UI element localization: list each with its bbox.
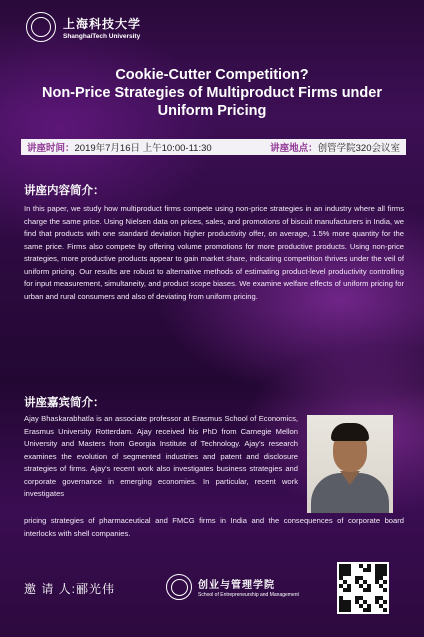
university-name-en: ShanghaiTech University [63,32,141,40]
speaker-bio-part2: pricing strategies of pharmaceutical and FMCG firms in India and the consequences of corporate board interlocks with shell companies. [24,516,404,538]
university-logo [26,12,141,42]
info-bar [21,139,406,155]
place-label: 讲座地点： [270,143,318,154]
school-name-en: School of Entrepreneurship and Management [198,592,299,598]
school-logo [166,574,299,600]
time-label: 讲座时间： [27,143,75,154]
school-seal-icon [166,574,192,600]
speaker-bio-part1: Ajay Bhaskarabhatla is an associate professor at Erasmus School of Economics, Erasmus University Rotterdam. Ajay received his PhD from Carnegie Mellon University and Masters from Georgia Institute of Technology. Ajay's research examines the evolution of segmented industries and patent and disclosure strategies of firms. Ajay's recent work also investigates business strategies and corporate governance in emerging economies. In particular, recent work investigates [24,414,298,498]
talk-title-line3: Uniform Pricing [157,103,267,119]
school-name-cn: 创业与管理学院 [198,580,275,591]
inviter: 邀 请 人:郦光伟 [24,582,116,596]
abstract-heading: 讲座内容简介： [24,185,105,197]
qr-code-icon [337,562,389,614]
time-value: 2019年7月16日 上午10:00-11:30 [74,143,212,154]
university-name-cn: 上海科技大学 [63,16,142,31]
university-seal-icon [26,12,56,42]
talk-title [10,66,414,120]
talk-title-line2: Non-Price Strategies of Multiproduct Firms under [42,85,382,101]
speaker-photo [307,415,393,513]
talk-title-line1: Cookie-Cutter Competition? [115,67,309,83]
abstract-text: In this paper, we study how multiproduct firms compete using non-price strategies in an industry where all firms charge the same price. Using Nielsen data on prices, sales, and promotions of biscuit manufacturers in India, we find that products with one standard deviation higher productivity offer, on average, 1.5% more quantity for the same price. Firms also compete by offering volume promotions for more productive products. Using non-price strategies, more productive products appear to gain market share, indicating competition thrives under the veil of uniform pricing. Our results are robust to alternative methods of estimating product-level productivity controlling for input measurement, simultaneity, and product scope biases. We examine welfare effects of uniform pricing for urban and rural consumers and also of deviating from uniform pricing. [24,204,404,301]
speaker-heading: 讲座嘉宾简介： [24,397,105,409]
place-value: 创管学院320会议室 [317,143,400,154]
